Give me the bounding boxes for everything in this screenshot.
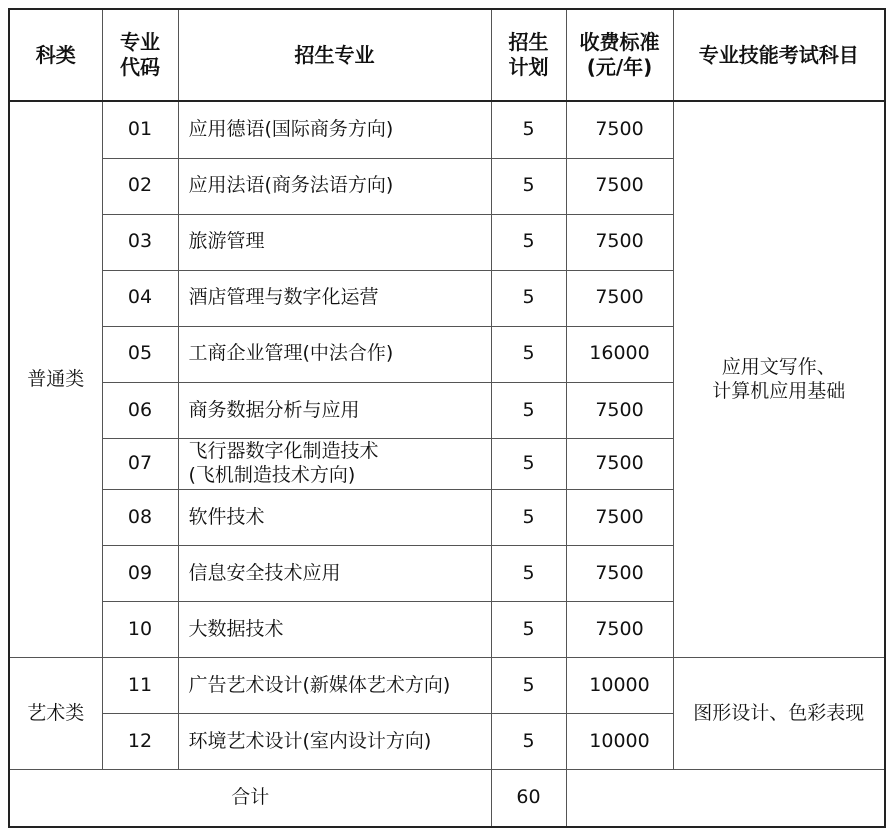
table-row <box>9 101 885 158</box>
code-cell: 09 <box>102 545 178 601</box>
code-cell: 06 <box>102 382 178 438</box>
header-exam: 专业技能考试科目 <box>673 9 885 101</box>
code-cell: 01 <box>102 101 178 158</box>
plan-cell: 5 <box>491 658 566 714</box>
header-code-line1: 专业 <box>120 30 160 54</box>
plan-cell: 5 <box>491 158 566 214</box>
header-code <box>102 9 178 101</box>
header-fee <box>566 9 673 101</box>
header-plan <box>491 9 566 101</box>
fee-cell: 7500 <box>566 545 673 601</box>
fee-cell: 7500 <box>566 438 673 489</box>
plan-cell: 5 <box>491 101 566 158</box>
major-cell: 应用德语(国际商务方向) <box>178 101 491 158</box>
major-cell: 旅游管理 <box>178 214 491 270</box>
header-plan-line2: 计划 <box>508 55 549 79</box>
code-cell: 04 <box>102 270 178 326</box>
major-cell: 环境艺术设计(室内设计方向) <box>178 714 491 770</box>
major-line2: (飞机制造技术方向) <box>188 463 356 486</box>
code-cell: 08 <box>102 489 178 545</box>
total-row <box>9 770 885 827</box>
major-cell: 大数据技术 <box>178 602 491 658</box>
exam-cell-art: 图形设计、色彩表现 <box>673 658 885 770</box>
major-cell <box>178 438 491 489</box>
fee-cell: 10000 <box>566 658 673 714</box>
total-label: 合计 <box>9 770 491 827</box>
total-plan: 60 <box>491 770 566 827</box>
plan-cell: 5 <box>491 545 566 601</box>
header-row <box>9 9 885 101</box>
major-cell: 酒店管理与数字化运营 <box>178 270 491 326</box>
code-cell: 10 <box>102 602 178 658</box>
major-cell: 工商企业管理(中法合作) <box>178 326 491 382</box>
fee-cell: 7500 <box>566 382 673 438</box>
fee-cell: 10000 <box>566 714 673 770</box>
fee-cell: 7500 <box>566 270 673 326</box>
major-cell: 软件技术 <box>178 489 491 545</box>
header-code-line2: 代码 <box>120 55 160 79</box>
code-cell: 05 <box>102 326 178 382</box>
plan-cell: 5 <box>491 214 566 270</box>
exam-general-line2: 计算机应用基础 <box>712 379 846 402</box>
fee-cell: 7500 <box>566 158 673 214</box>
major-cell: 信息安全技术应用 <box>178 545 491 601</box>
plan-cell: 5 <box>491 714 566 770</box>
major-cell: 应用法语(商务法语方向) <box>178 158 491 214</box>
major-cell: 广告艺术设计(新媒体艺术方向) <box>178 658 491 714</box>
code-cell: 07 <box>102 438 178 489</box>
code-cell: 12 <box>102 714 178 770</box>
table-row <box>9 658 885 714</box>
header-fee-line1: 收费标准 <box>579 30 660 54</box>
exam-cell-general <box>673 101 885 658</box>
header-category: 科类 <box>9 9 102 101</box>
plan-cell: 5 <box>491 489 566 545</box>
total-empty-cell <box>566 770 885 827</box>
fee-cell: 7500 <box>566 101 673 158</box>
code-cell: 03 <box>102 214 178 270</box>
category-cell-general: 普通类 <box>9 101 102 658</box>
major-cell: 商务数据分析与应用 <box>178 382 491 438</box>
plan-cell: 5 <box>491 438 566 489</box>
plan-cell: 5 <box>491 382 566 438</box>
fee-cell: 7500 <box>566 602 673 658</box>
header-major: 招生专业 <box>178 9 491 101</box>
major-line1: 飞行器数字化制造技术 <box>188 440 379 463</box>
fee-cell: 16000 <box>566 326 673 382</box>
code-cell: 11 <box>102 658 178 714</box>
fee-cell: 7500 <box>566 489 673 545</box>
exam-general-line1: 应用文写作、 <box>721 355 836 378</box>
fee-cell: 7500 <box>566 214 673 270</box>
category-cell-art: 艺术类 <box>9 658 102 770</box>
header-fee-line2: (元/年) <box>586 55 653 79</box>
plan-cell: 5 <box>491 270 566 326</box>
code-cell: 02 <box>102 158 178 214</box>
plan-cell: 5 <box>491 326 566 382</box>
plan-cell: 5 <box>491 602 566 658</box>
enrollment-table <box>8 8 886 828</box>
header-plan-line1: 招生 <box>508 30 549 54</box>
